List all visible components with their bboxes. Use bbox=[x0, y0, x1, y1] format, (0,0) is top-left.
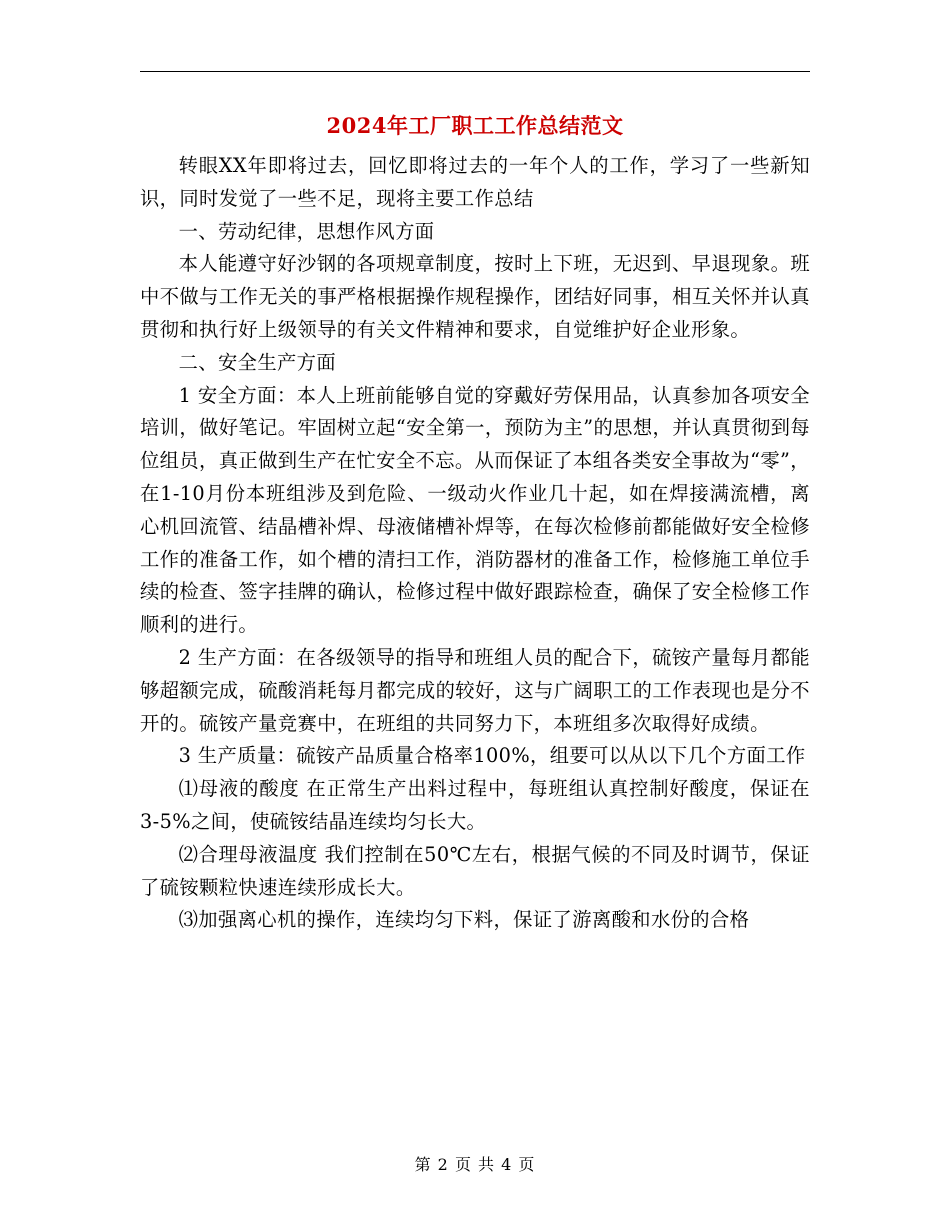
paragraph-intro: 转眼XX年即将过去，回忆即将过去的一年个人的工作，学习了一些新知识，同时发觉了一些不足，现将主要工作总结 bbox=[140, 154, 810, 210]
paragraph-discipline: 本人能遵守好沙钢的各项规章制度，按时上下班，无迟到、早退现象。班中不做与工作无关的事严格根据操作规程操作，团结好同事，相互关怀并认真贯彻和执行好上级领导的有关文件精神和要求，自觉维护好企业形象。 bbox=[140, 252, 810, 341]
paragraph-production: 2 生产方面：在各级领导的指导和班组人员的配合下，硫铵产量每月都能够超额完成，硫酸消耗每月都完成的较好，这与广阔职工的工作表现也是分不开的。硫铵产量竞赛中，在班组的共同努力下，本班组多次取得好成绩。 bbox=[140, 645, 810, 735]
document-title: 2024年工厂职工工作总结范文 bbox=[326, 113, 624, 138]
section-heading-safety-production: 二、安全生产方面 bbox=[178, 350, 337, 374]
paragraph-safety: 1 安全方面：本人上班前能够自觉的穿戴好劳保用品，认真参加各项安全培训，做好笔记。牢固树立起“安全第一，预防为主”的思想，并认真贯彻到每位组员，真正做到生产在忙安全不忘。从而保证了本组各类安全事故为“零”，在1-10月份本班组涉及到危险、一级动火作业几十起，如在焊接满流槽，离心机回流管、结晶槽补焊、母液储槽补焊等，在每次检修前都能做好安全检修工作的准备工作，如个槽的清扫工作，消防器材的准备工作，检修施工单位手续的检查、签字挂牌的确认，检修过程中做好跟踪检查，确保了安全检修工作顺利的进行。 bbox=[140, 383, 810, 637]
section-heading-discipline: 一、劳动纪律，思想作风方面 bbox=[178, 219, 435, 243]
paragraph-quality: 3 生产质量：硫铵产品质量合格率100%，组要可以从以下几个方面工作 bbox=[178, 744, 806, 768]
page-footer: 第 2 页 共 4 页 bbox=[414, 1155, 536, 1174]
document-body bbox=[140, 150, 810, 937]
list-item-acidity: ⑴母液的酸度 在正常生产出料过程中，每班组认真控制好酸度，保证在3-5%之间，使硫铵结晶连续均匀长大。 bbox=[140, 777, 810, 833]
header-rule bbox=[140, 71, 810, 72]
list-item-centrifuge: ⑶加强离心机的操作，连续均匀下料，保证了游离酸和水份的合格 bbox=[178, 908, 750, 932]
list-item-temperature: ⑵合理母液温度 我们控制在50℃左右，根据气候的不同及时调节，保证了硫铵颗粒快速连续形成长大。 bbox=[140, 842, 810, 899]
